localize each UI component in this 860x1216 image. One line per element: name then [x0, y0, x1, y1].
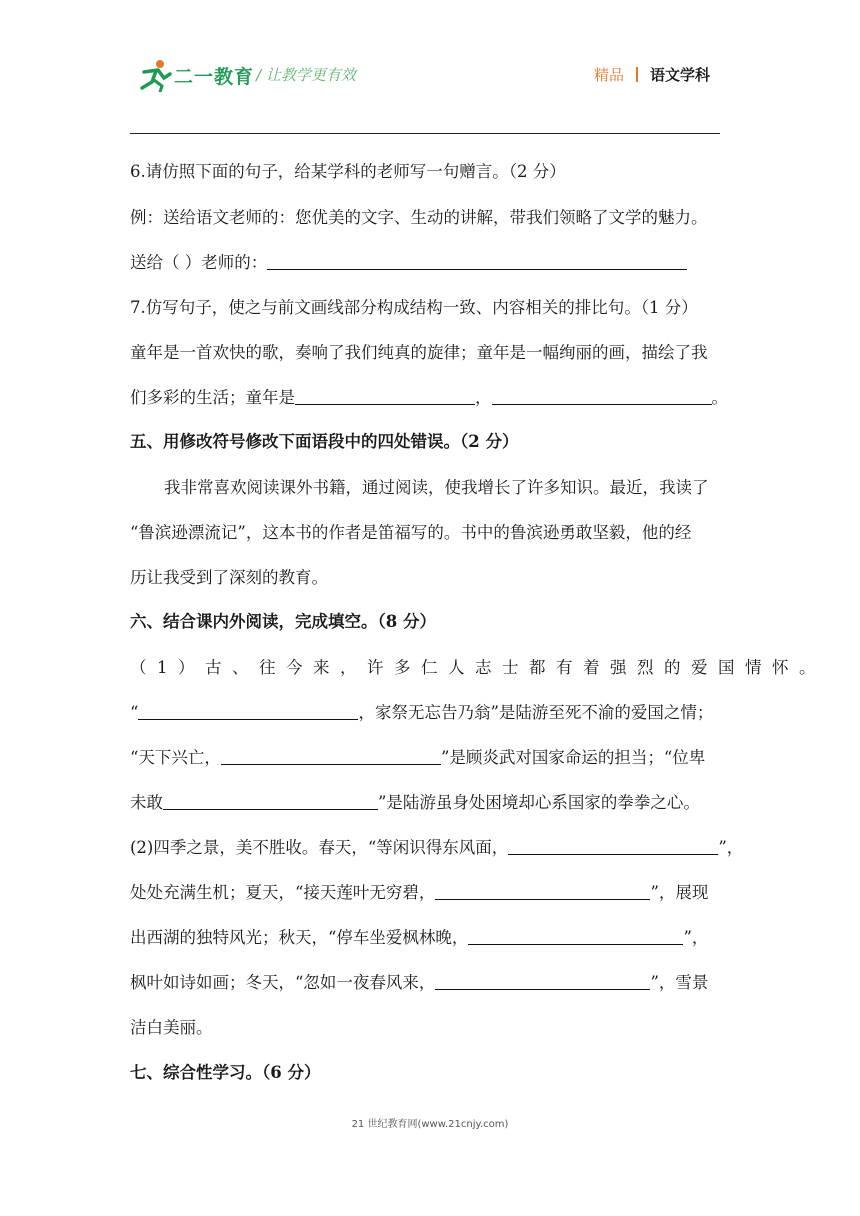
q7-line2-mid: ，	[475, 388, 492, 407]
page-header	[0, 0, 860, 110]
s6-q1-line3-prefix: “天下兴亡，	[130, 748, 221, 767]
s6-q2-line4-end: ”，雪景	[650, 973, 709, 992]
page-footer: 21 世纪教育网(www.21cnjy.com)	[351, 1119, 509, 1130]
s6-q2-line3-end: ”，	[683, 928, 709, 947]
subject-badge	[594, 64, 710, 85]
s6-q2-line4	[130, 971, 708, 995]
s5-paragraph-line3: 历让我受到了深刻的教育。	[130, 568, 328, 587]
q7-line2	[130, 386, 728, 410]
q7-blank-2[interactable]	[492, 386, 712, 405]
badge-subject: 语文学科	[649, 66, 710, 84]
q7-line1: 童年是一首欢快的歌，奏响了我们纯真的旋律；童年是一幅绚丽的画，描绘了我	[130, 343, 708, 362]
q7-line2-end: 。	[711, 388, 728, 407]
s6-q1-line4-prefix: 未敢	[130, 793, 163, 812]
s6-q1-line4-rest: ”是陆游虽身处困境却心系国家的拳拳之心。	[378, 793, 700, 812]
q6-answer-line	[130, 251, 687, 275]
header-rule	[130, 133, 720, 134]
badge-divider	[636, 67, 638, 82]
s6-q1-line2-open: “	[130, 703, 139, 722]
q6-title: 6.请仿照下面的句子，给某学科的老师写一句赠言。（2 分）	[130, 162, 566, 181]
s6-q2-line4-prefix: 枫叶如诗如画；冬天，“忽如一夜春风来，	[130, 973, 436, 992]
s6-q2-blank-1[interactable]	[508, 836, 718, 855]
s6-q1-blank-2[interactable]	[221, 746, 441, 765]
s6-q1-line1: （1）古、往今来，许多仁人志士都有着强烈的爱国情怀。	[130, 658, 826, 677]
logo	[138, 58, 255, 98]
s6-q2-line1	[130, 836, 743, 860]
logo-text: 二一教育	[174, 66, 255, 88]
s6-q1-line4	[130, 791, 700, 815]
s6-q1-blank-3[interactable]	[163, 791, 378, 810]
s6-q2-line5: 洁白美丽。	[130, 1018, 213, 1037]
s6-q2-line1-end: ”，	[718, 838, 744, 857]
s5-paragraph-line1: 我非常喜欢阅读课外书籍，通过阅读，使我增长了许多知识。最近，我读了	[164, 478, 709, 497]
s6-q1-line2	[130, 701, 713, 725]
s6-q2-blank-2[interactable]	[435, 881, 650, 900]
q7-blank-1[interactable]	[295, 386, 475, 405]
s6-q1-line3-rest: ”是顾炎武对国家命运的担当；“位卑	[440, 748, 706, 767]
q7-line2-prefix: 们多彩的生活；童年是	[130, 388, 295, 407]
q7-title: 7.仿写句子，使之与前文画线部分构成结构一致、内容相关的排比句。（1 分）	[130, 298, 698, 317]
s6-q2-line3-prefix: 出西湖的独特风光；秋天，“停车坐爱枫林晚，	[130, 928, 469, 947]
s6-q1-line2-rest: ，家祭无忘告乃翁”是陆游至死不渝的爱国之情；	[358, 703, 714, 722]
s6-title: 六、结合课内外阅读，完成填空。（8 分）	[130, 612, 436, 631]
s6-q2-line1-prefix: (2)四季之景，美不胜收。春天，“等闲识得东风面，	[130, 838, 509, 857]
s6-q2-line2-end: ”，展现	[650, 883, 709, 902]
s5-paragraph-line2: “鲁滨逊漂流记”，这本书的作者是笛福写的。书中的鲁滨逊勇敢坚毅，他的经	[130, 523, 692, 542]
q6-answer-prefix: 送给（ ）老师的：	[130, 253, 268, 272]
runner-icon	[138, 58, 174, 92]
s6-q2-blank-4[interactable]	[435, 971, 650, 990]
s6-q2-line2-prefix: 处处充满生机；夏天，“接天莲叶无穷碧，	[130, 883, 436, 902]
s6-q1-line3	[130, 746, 705, 770]
q6-example: 例：送给语文老师的：您优美的文字、生动的讲解，带我们领略了文学的魅力。	[130, 208, 708, 227]
s6-q2-line3	[130, 926, 708, 950]
s7-title: 七、综合性学习。（6 分）	[130, 1063, 321, 1082]
s6-q2-line2	[130, 881, 708, 905]
s5-title: 五、用修改符号修改下面语段中的四处错误。（2 分）	[130, 432, 519, 451]
badge-quality: 精品	[593, 66, 624, 84]
slogan: / 让教学更有效	[256, 66, 356, 84]
s6-q1-blank-1[interactable]	[138, 701, 358, 720]
q6-answer-blank[interactable]	[267, 251, 687, 270]
s6-q2-blank-3[interactable]	[468, 926, 683, 945]
